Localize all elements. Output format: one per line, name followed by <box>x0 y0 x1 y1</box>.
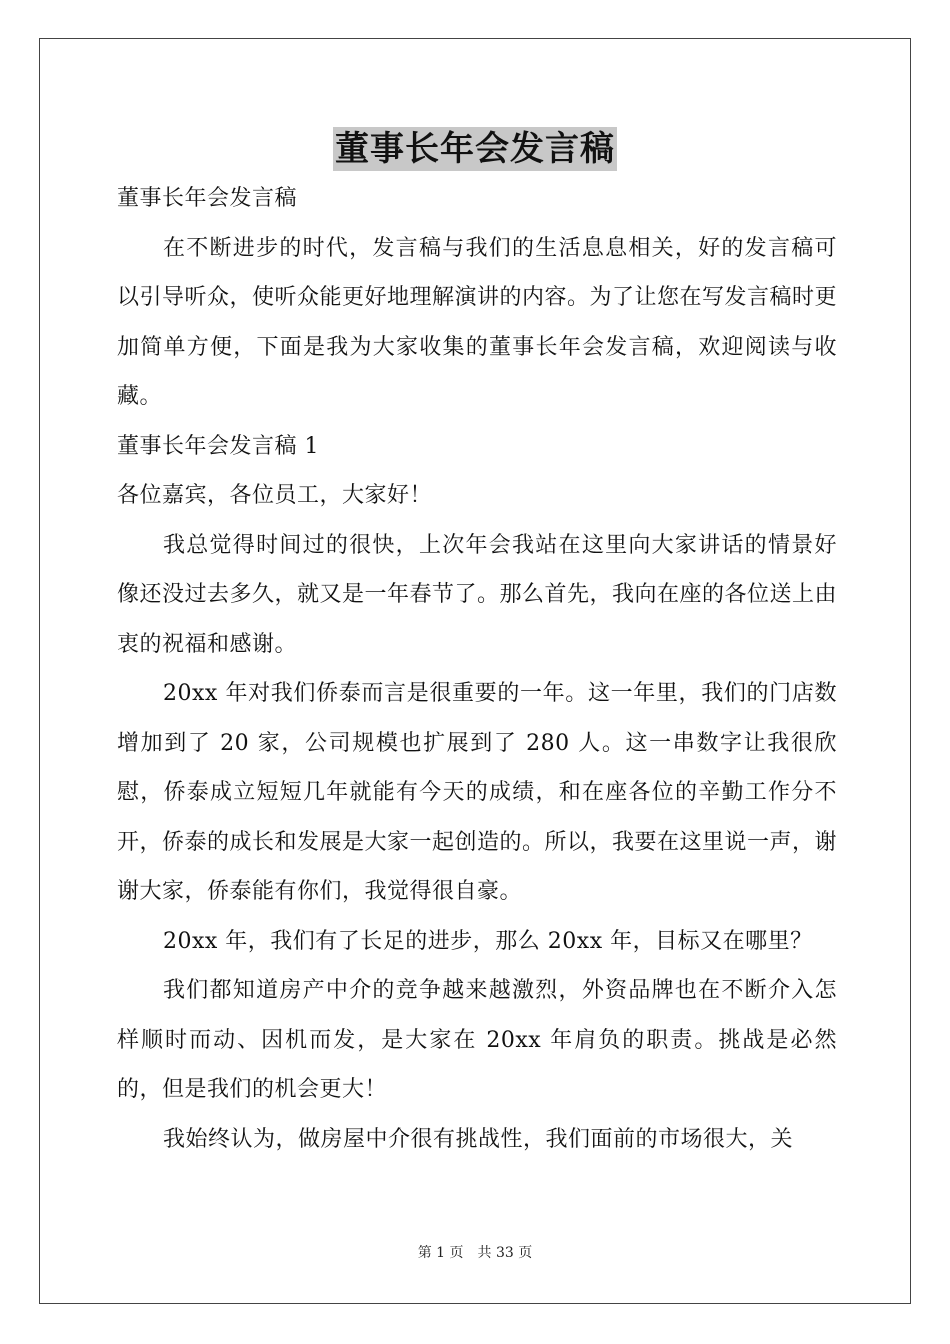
greeting: 各位嘉宾，各位员工，大家好！ <box>117 483 433 508</box>
section-heading: 董事长年会发言稿 1 <box>117 433 319 459</box>
paragraph: 在不断进步的时代，发言稿与我们的生活息息相关，好的发言稿可以引导听众，使听众能更好地理解演讲的内容。为了让您在写发言稿时更加简单方便，下面是我为大家收集的董事长年会发言稿，欢迎阅读与收藏。 <box>117 235 838 409</box>
paragraph: 我们都知道房产中介的竞争越来越激烈，外资品牌也在不断介入怎样顺时而动、因机而发，是大家在 20xx 年肩负的职责。挑战是必然的，但是我们的机会更大！ <box>117 978 837 1102</box>
paragraph: 我总觉得时间过的很快，上次年会我站在这里向大家讲话的情景好像还没过去多久，就又是一年春节了。那么首先，我向在座的各位送上由衷的祝福和感谢。 <box>117 532 838 657</box>
title-container <box>0 127 950 171</box>
paragraph: 20xx 年对我们侨泰而言是很重要的一年。这一年里，我们的门店数增加到了 20 家，公司规模也扩展到了 280 人。这一串数字让我很欣慰，侨泰成立短短几年就能有今天的成绩，和在座各位的辛勤工作分不开，侨泰的成长和发展是大家一起创造的。所以，我要在这里说一声，谢谢大家，侨泰能有你们，我觉得很自豪。 <box>117 681 838 904</box>
page-number: 第 1 页 <box>417 1245 464 1261</box>
paragraph: 20xx 年，我们有了长足的进步，那么 20xx 年，目标又在哪里？ <box>163 928 813 954</box>
document-title: 董事长年会发言稿 <box>335 129 615 169</box>
paragraph: 我始终认为，做房屋中介很有挑战性，我们面前的市场很大，关 <box>163 1126 794 1152</box>
paragraph: 董事长年会发言稿 <box>117 186 298 211</box>
page-footer <box>0 1243 950 1263</box>
page-total: 共 33 页 <box>477 1245 533 1261</box>
document-body <box>117 174 837 1164</box>
